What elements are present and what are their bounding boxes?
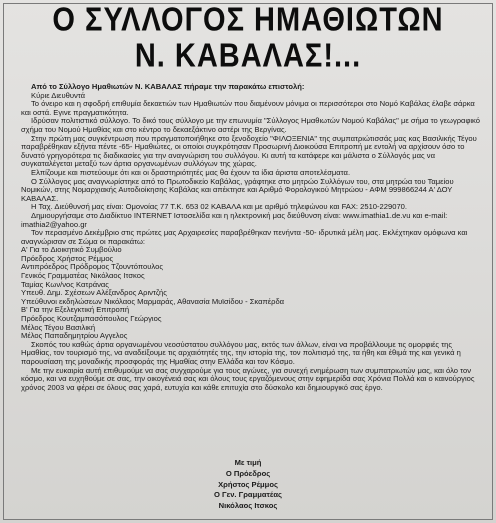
board-list-item: Υπευθ. Δημ. Σχέσεων Αλέξανδρος Αριντζής — [21, 288, 167, 298]
paragraph: Σκοπός του καθώς άρτια οργανωμένου νεοσύστατου συλλόγου μας, εκτός των άλλων, είναι να προβάλλουμε τις ομορφιές της Ημαθίας, τον τουρισμό της, να αναδείξουμε τις αρχαιότητές της, την ιστορία της, τον πολιτισμό της, τα ήθη και έθιμά της και γενικά η παρουσίαση της μοναδικής προσφοράς της Ημαθίας στην Ελλάδα και τον Κόσμο. — [21, 339, 461, 366]
paragraph: Με την ευκαιρία αυτή επιθυμούμε να σας συγχαρούμε για τους αγώνες, για συνεχή ενημέρωση των συμπατριωτών μας, και όλο τον κόσμο, και να ευχηθούμε σε σας, την οικογένειά σας και όλους τους εργαζόμενους στην εφημερίδα σας Χρόνια Πολλά και ο καινούργιος χρόνος 2003 να φέρει σε όλους σας χαρά, ευτυχία και κάθε επιτυχία στο δύσκολο και δημιουργικό σας έργο. — [21, 365, 475, 392]
board-list-item: Αντιπρόεδρος Πρόδρομος Τζουντόπουλος — [21, 262, 163, 272]
signature-line: Ο Γεν. Γραμματέας — [214, 490, 282, 500]
letter-body — [21, 83, 482, 392]
signature-line: Νικόλαος Ιτσκος — [218, 501, 278, 511]
letter-salutation: Κύριε Διευθυντά — [31, 90, 86, 100]
paragraph: Το όνειρο και η σφοδρή επιθυμία δεκαετιών των Ημαθιωτών που διαμένουν μόνιμα οι περισσότεροι στο Νομό Καβάλας έλαβε σάρκα και οστά. Εγινε πραγματικότητα. — [21, 99, 475, 117]
signature-line: Χρήστος Ρέμμος — [218, 479, 278, 489]
signature-line: Ο Πρόεδρος — [225, 468, 271, 478]
board-list-item: Β' Για την Εξελεγκτική Επιτροπή — [21, 305, 130, 315]
letter-intro: Από το Σύλλογο Ημαθιωτών Ν. ΚΑΒΑΛΑΣ πήραμε την παρακάτω επιστολή: — [31, 82, 305, 91]
paragraph: Η Ταχ. Διεύθυνσή μας είναι: Ομονοίας 77 Τ.Κ. 653 02 ΚΑΒΑΛΑ και με αριθμό τηλεφώνου και FAX: 2510-229070. — [31, 202, 408, 212]
paragraph: Ιδρύσαν πολιτιστικό σύλλογο. Το δικό τους σύλλογο με την επωνυμία "Σύλλογος Ημαθιωτών Νομού Καβάλας" με σήμα το γεωγραφικό σχήμα του Νομού Ημαθίας και στο κέντρο το δεκαεξάκτινο αστέρι της Βεργίνας. — [21, 116, 480, 134]
board-list-item: Υπεύθυνοι εκδηλώσεων Νικόλαος Μαρμαράς, Αθανασία Μυϊσίδου - Σκαπέρδα — [21, 296, 285, 306]
board-list-item: Γενικός Γραμματέας Νικόλαος Ιτσκος — [21, 271, 145, 281]
paragraph: Δημιουργήσαμε στο Διαδίκτυο INTERNET Ιστοσελίδα και η ηλεκτρονική μας διεύθυνση είναι: www.imathia1.de.vu και e-mail: imathia2@yahoo.gr — [21, 210, 448, 229]
paragraph: Ο Σύλλογος μας αναγνωρίστηκε από το Πρωτοδικείο Καβάλας, γράφτηκε στο μητρώο Συλλόγων του, στα μητρώα του Ταμείου Νομικών, στης Νομαρχιακής Αυτοδιοίκησης Καβάλας και απέκτησε και Αριθμό Φορολογικού Μητρώου - ΑΦΜ 999866244 Α' ΔΟΥ ΚΑΒΑΛΑΣ. — [21, 176, 454, 203]
signature-block — [0, 458, 496, 512]
board-list-item: Πρόεδρος Κουτζαμπασόπουλος Γεώργιος — [21, 314, 162, 324]
headline-line-2: Ν. ΚΑΒΑΛΑΣ!... — [134, 37, 362, 75]
board-list-item: Μέλος Τέγου Βασιλική — [21, 322, 96, 332]
board-list-item: Πρόεδρος Χρήστος Ρέμμος — [21, 253, 114, 263]
board-list-item: Μέλος Παπαδημητρίου Αγγελος — [21, 331, 128, 341]
paragraph: Τον περασμένο Δεκέμβριο στις πρώτες μας Αρχαιρεσίες παραβρέθηκαν πενήντα -50- ιδρυτικά μέλη μας. Εκλέχτηκαν ομόφωνα και αναγνώρισαν σε Σώμα οι παρακάτω: — [21, 228, 468, 246]
signature-line: Με τιμή — [234, 458, 262, 467]
board-list-item: Ταμίας Κων/νος Κατράνας — [21, 279, 109, 289]
paragraph: Ελπίζουμε και πιστεύουμε ότι και οι δραστηριότητές μας θα έχουν τα ίδια άριστα αποτελέσματα. — [31, 167, 351, 177]
headline-line-1: Ο ΣΥΛΛΟΓΟΣ ΗΜΑΘΙΩΤΩΝ — [52, 1, 444, 39]
paragraph: Στην πρώτη μας συγκέντρωση που πραγματοποιήθηκε στο ξενοδοχείο "ΦΙΛΟΞΕΝΙΑ" της συμπατριώτισσάς μας κας Βασιλικής Τέγου παραβρέθηκαν εξήντα πέντε -65- Ημαθιώτες, οι οποίοι συγκρότησαν Προσωρινή Διοικούσα Επιτροπή με εντολή να αρχίσουν όσο το δυνατό γρηγορότερα τις διαδικασίες για την αναγνώριση του συλλόγου. Κι αυτή τα κατάφερε και μάλιστα ο Σύλλογός μας να συγκαταλέγεται μεταξύ των άρτια οργανωμένων συλλόγων της χώρας. — [21, 133, 477, 169]
board-list-item: Α' Για το Διοικητικό Συμβούλιο — [21, 245, 122, 255]
